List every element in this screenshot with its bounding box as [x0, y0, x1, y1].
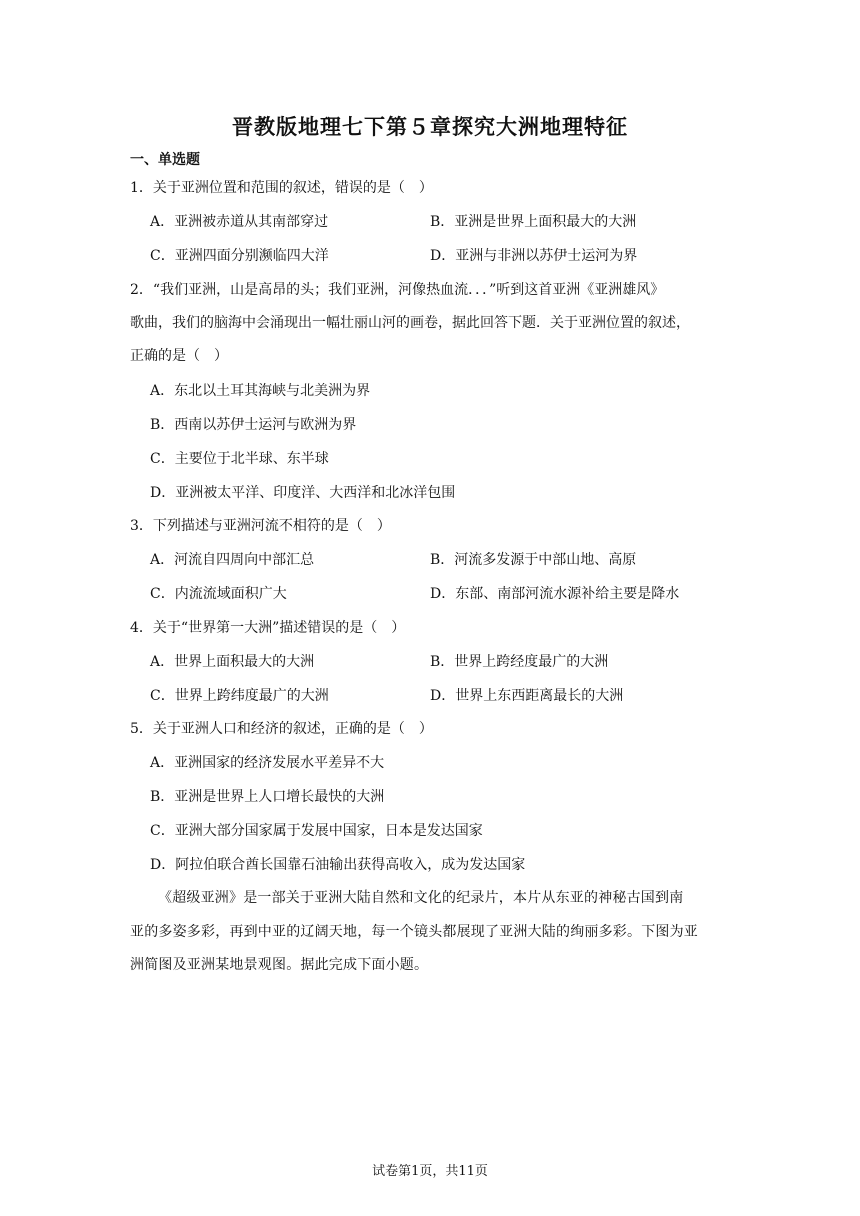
- question-5-option-b: B．亚洲是世界上人口增长最快的大洲: [150, 789, 385, 805]
- question-4-option-c: C．世界上跨纬度最广的大洲: [150, 688, 329, 704]
- question-1-stem: 1．关于亚洲位置和范围的叙述，错误的是（ ）: [130, 180, 433, 196]
- question-3-option-a: A．河流自四周向中部汇总: [150, 552, 315, 568]
- question-2-option-d: D．亚洲被太平洋、印度洋、大西洋和北冰洋包围: [150, 485, 456, 501]
- question-1-option-a: A．亚洲被赤道从其南部穿过: [150, 214, 329, 230]
- question-2-stem-line-1: 2．“我们亚洲，山是高昂的头；我们亚洲，河像热血流．．．”听到这首亚洲《亚洲雄风》: [130, 282, 665, 298]
- material-line-1: 《超级亚洲》是一部关于亚洲大陆自然和文化的纪录片，本片从东亚的神秘古国到南: [158, 890, 684, 906]
- question-1-option-d: D．亚洲与非洲以苏伊士运河为界: [430, 248, 638, 264]
- question-2-stem-line-3: 正确的是（ ）: [130, 348, 228, 364]
- question-3-option-b: B．河流多发源于中部山地、高原: [430, 552, 637, 568]
- question-3-option-d: D．东部、南部河流水源补给主要是降水: [430, 586, 680, 602]
- section-heading: 一、单选题: [130, 152, 200, 168]
- material-line-3: 洲简图及亚洲某地景观图。据此完成下面小题。: [130, 957, 429, 973]
- question-3-option-c: C．内流流域面积广大: [150, 586, 287, 602]
- question-4-option-b: B．世界上跨经度最广的大洲: [430, 654, 609, 670]
- question-1-option-b: B．亚洲是世界上面积最大的大洲: [430, 214, 637, 230]
- question-3-stem: 3．下列描述与亚洲河流不相符的是（ ）: [130, 518, 391, 534]
- question-2-stem-line-2: 歌曲，我们的脑海中会涌现出一幅壮丽山河的画卷，据此回答下题．关于亚洲位置的叙述，: [130, 315, 690, 331]
- question-5-option-c: C．亚洲大部分国家属于发展中国家，日本是发达国家: [150, 823, 483, 839]
- question-1-option-c: C．亚洲四面分别濒临四大洋: [150, 248, 329, 264]
- question-4-option-a: A．世界上面积最大的大洲: [150, 654, 315, 670]
- page-footer: 试卷第1页，共11页: [372, 1164, 488, 1179]
- question-2-option-b: B．西南以苏伊士运河与欧洲为界: [150, 417, 357, 433]
- material-line-2: 亚的多姿多彩，再到中亚的辽阔天地，每一个镜头都展现了亚洲大陆的绚丽多彩。下图为亚: [130, 924, 698, 940]
- question-4-stem: 4．关于“世界第一大洲”描述错误的是（ ）: [130, 620, 406, 636]
- question-5-option-a: A．亚洲国家的经济发展水平差异不大: [150, 755, 385, 771]
- question-2-option-a: A．东北以土耳其海峡与北美洲为界: [150, 383, 371, 399]
- question-5-stem: 5．关于亚洲人口和经济的叙述，正确的是（ ）: [130, 721, 433, 737]
- question-4-option-d: D．世界上东西距离最长的大洲: [430, 688, 624, 704]
- question-5-option-d: D．阿拉伯联合酋长国靠石油输出获得高收入，成为发达国家: [150, 857, 526, 873]
- question-2-option-c: C．主要位于北半球、东半球: [150, 451, 329, 467]
- page-title: 晋教版地理七下第５章探究大洲地理特征: [232, 115, 628, 139]
